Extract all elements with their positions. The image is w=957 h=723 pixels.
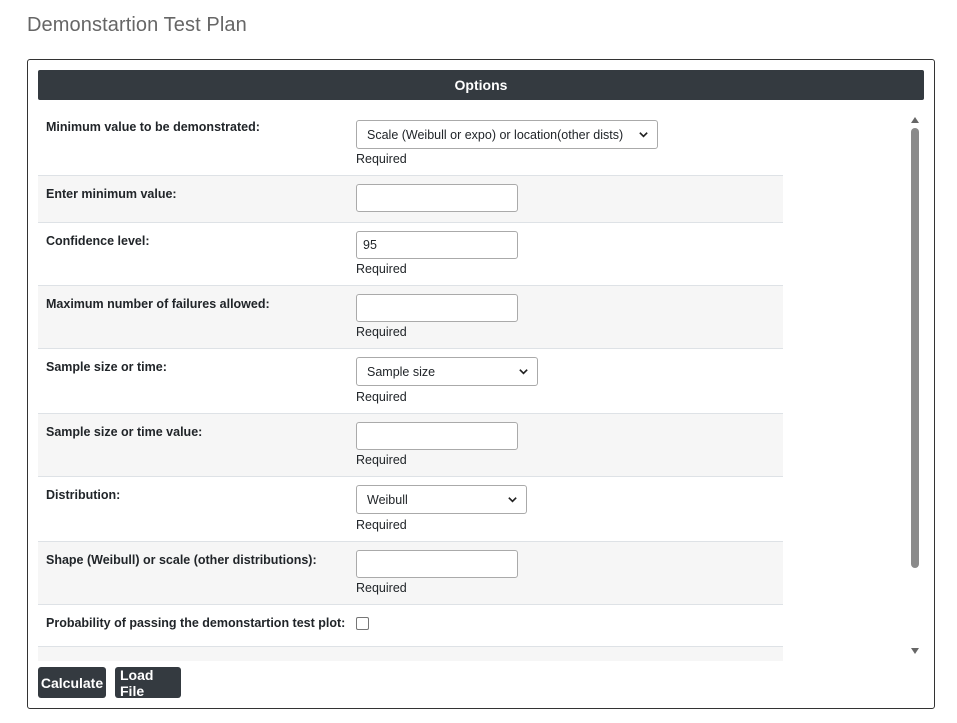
row-max-failures <box>38 286 783 349</box>
chevron-down-icon <box>638 129 649 140</box>
label-distribution: Distribution: <box>46 488 121 502</box>
shape-input[interactable] <box>356 550 518 578</box>
label-min-value-type: Minimum value to be demonstrated: <box>46 120 260 134</box>
row-prob-plot <box>38 605 783 647</box>
min-value-type-selected: Scale (Weibull or expo) or location(other dists) <box>367 127 624 142</box>
options-panel <box>27 59 935 709</box>
page-title: Demonstartion Test Plan <box>27 14 247 36</box>
min-value-type-select[interactable] <box>356 120 658 149</box>
label-sample-value: Sample size or time value: <box>46 425 203 439</box>
row-sample-or-time <box>38 349 783 414</box>
scrollbar-thumb[interactable] <box>911 128 919 568</box>
confidence-input[interactable]: 95 <box>356 231 518 259</box>
options-header: Options <box>38 70 924 100</box>
scroll-up-arrow-icon[interactable] <box>910 116 920 124</box>
row-distribution <box>38 477 783 542</box>
distribution-selected: Weibull <box>367 492 408 507</box>
max-failures-input[interactable] <box>356 294 518 322</box>
label-sample-or-time: Sample size or time: <box>46 360 167 374</box>
required-text: Required <box>356 152 407 166</box>
chevron-down-icon <box>507 494 518 505</box>
required-text: Required <box>356 581 407 595</box>
label-prob-plot: Probability of passing the demonstartion test plot: <box>46 616 346 630</box>
required-text: Required <box>356 518 407 532</box>
row-min-value <box>38 176 783 223</box>
calculate-button[interactable]: Calculate <box>38 667 106 698</box>
label-confidence: Confidence level: <box>46 234 150 248</box>
required-text: Required <box>356 453 407 467</box>
options-form <box>38 110 783 661</box>
distribution-select[interactable] <box>356 485 527 514</box>
required-text: Required <box>356 262 407 276</box>
required-text: Required <box>356 390 407 404</box>
row-sample-value <box>38 414 783 477</box>
chevron-down-icon <box>518 366 529 377</box>
sample-or-time-selected: Sample size <box>367 364 436 379</box>
row-shape <box>38 542 783 605</box>
row-confidence <box>38 223 783 286</box>
load-file-button[interactable]: Load File <box>115 667 181 698</box>
label-min-value: Enter minimum value: <box>46 187 177 201</box>
options-scroll-area[interactable] <box>38 110 924 661</box>
row-min-value-type <box>38 110 783 176</box>
prob-plot-checkbox[interactable] <box>356 617 369 630</box>
min-value-input[interactable] <box>356 184 518 212</box>
scroll-down-arrow-icon[interactable] <box>910 647 920 655</box>
vertical-scrollbar[interactable] <box>908 114 922 658</box>
sample-or-time-select[interactable] <box>356 357 538 386</box>
label-max-failures: Maximum number of failures allowed: <box>46 297 270 311</box>
required-text: Required <box>356 325 407 339</box>
label-shape: Shape (Weibull) or scale (other distributions): <box>46 553 317 567</box>
sample-value-input[interactable] <box>356 422 518 450</box>
row-partial <box>38 647 783 661</box>
